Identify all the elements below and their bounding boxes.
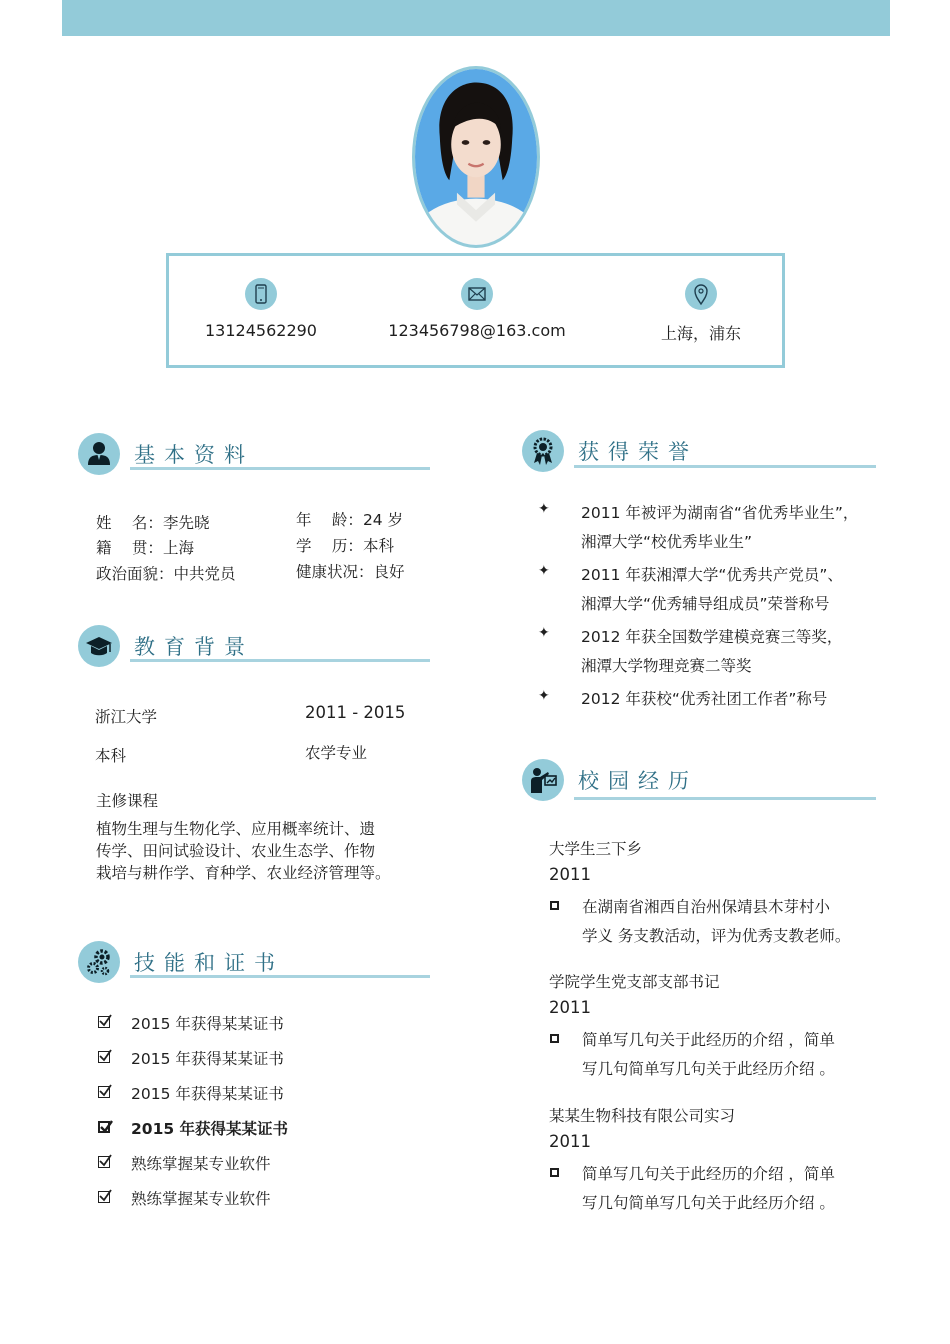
- degree-row: [296, 534, 394, 556]
- location-pin-icon: [685, 278, 717, 310]
- skill-item: 熟练掌握某专业软件: [131, 1190, 271, 1208]
- contact-box: [166, 253, 785, 368]
- honor-line: 湘潭大学物理竞赛二等奖: [581, 657, 752, 675]
- star-bullet-icon: ✦: [538, 688, 550, 704]
- education-major: 农学专业: [305, 744, 368, 762]
- skill-item: 2015 年获得某某证书: [131, 1050, 284, 1068]
- person-icon: [78, 433, 120, 475]
- origin-value: 上海: [162, 539, 194, 557]
- skill-item: 2015 年获得某某证书: [131, 1085, 284, 1103]
- star-bullet-icon: ✦: [538, 625, 550, 641]
- phone-number: 13124562290: [205, 321, 317, 340]
- courses-line: 传学、田问试验设计、农业生态学、作物: [96, 842, 376, 860]
- section-divider: [574, 797, 876, 800]
- school-name: 浙江大学: [95, 708, 158, 726]
- checkbox-icon: [98, 1156, 110, 1168]
- square-bullet-icon: [550, 1168, 559, 1177]
- age-label: 年 龄：: [296, 511, 363, 529]
- section-divider: [130, 659, 430, 662]
- section-title: 教育背景: [134, 635, 254, 659]
- name-label: 姓 名：: [96, 514, 163, 532]
- honor-line: 2012 年获全国数学建模竞赛三等奖，: [581, 628, 843, 646]
- description-line: 写几句简单写几句关于此经历介绍 。: [582, 1194, 835, 1212]
- checkbox-icon: [98, 1051, 110, 1063]
- section-title: 基本资料: [134, 443, 254, 467]
- experience-title: 大学生三下乡: [549, 840, 643, 858]
- checkbox-icon: [98, 1121, 110, 1133]
- honor-item: [581, 685, 881, 714]
- age-row: [296, 508, 403, 530]
- skill-item: 熟练掌握某专业软件: [131, 1155, 271, 1173]
- section-divider: [574, 465, 876, 468]
- honor-item: [581, 561, 881, 619]
- checkbox-icon: [98, 1086, 110, 1098]
- square-bullet-icon: [550, 1034, 559, 1043]
- name-row: [96, 511, 209, 533]
- description-line: 写几句简单写几句关于此经历介绍 。: [582, 1060, 835, 1078]
- envelope-icon: [461, 278, 493, 310]
- school-years: 2011 - 2015: [305, 703, 406, 722]
- medal-icon: [522, 430, 564, 472]
- origin-row: [96, 536, 194, 558]
- description-line: 简单写几句关于此经历的介绍 ，简单: [582, 1165, 835, 1183]
- section-title: 获得荣誉: [578, 440, 698, 464]
- gears-icon: [78, 941, 120, 983]
- skill-item: 2015 年获得某某证书: [131, 1120, 289, 1138]
- checkbox-icon: [98, 1191, 110, 1203]
- presenter-icon: [522, 759, 564, 801]
- courses-text: [96, 818, 426, 884]
- phone-icon: [245, 278, 277, 310]
- education-level: 本科: [95, 747, 127, 765]
- section-campus: [522, 759, 878, 809]
- politics-row: [96, 562, 236, 584]
- name-value: 李先晓: [162, 514, 210, 532]
- honor-item: [581, 623, 881, 681]
- honor-line: 2011 年被评为湖南省“省优秀毕业生”，: [581, 504, 859, 522]
- skill-item: 2015 年获得某某证书: [131, 1015, 284, 1033]
- checkbox-icon: [98, 1016, 110, 1028]
- section-divider: [130, 467, 430, 470]
- email-address: 123456798@163.com: [388, 321, 566, 340]
- experience-year: 2011: [549, 865, 591, 884]
- top-accent-bar: [62, 0, 890, 36]
- star-bullet-icon: ✦: [538, 501, 550, 517]
- origin-label: 籍 贯：: [96, 539, 163, 557]
- experience-title: 学院学生党支部支部书记: [549, 973, 720, 991]
- courses-label: 主修课程: [96, 792, 159, 810]
- health-label: 健康状况：: [296, 563, 374, 581]
- section-title: 校园经历: [578, 769, 698, 793]
- politics-label: 政治面貌：: [96, 565, 174, 583]
- honor-line: 湘潭大学“优秀辅导组成员”荣誉称号: [581, 595, 830, 613]
- courses-line: 植物生理与生物化学、应用概率统计、遗: [96, 820, 376, 838]
- section-skills: [78, 941, 430, 991]
- graduation-cap-icon: [78, 625, 120, 667]
- health-row: [296, 560, 405, 582]
- section-title: 技能和证书: [134, 951, 284, 975]
- degree-label: 学 历：: [296, 537, 363, 555]
- square-bullet-icon: [550, 901, 559, 910]
- experience-description: [582, 893, 882, 951]
- honor-line: 湘潭大学“校优秀毕业生”: [581, 533, 753, 551]
- description-line: 学义 务支教活动，评为优秀支教老师。: [582, 927, 851, 945]
- description-line: 简单写几句关于此经历的介绍 ，简单: [582, 1031, 835, 1049]
- profile-photo: [412, 66, 540, 248]
- section-basic-info: [78, 433, 430, 483]
- experience-description: [582, 1026, 882, 1084]
- location-text: 上海，浦东: [660, 324, 741, 343]
- experience-year: 2011: [549, 1132, 591, 1151]
- star-bullet-icon: ✦: [538, 563, 550, 579]
- health-value: 良好: [373, 563, 405, 581]
- section-education: [78, 625, 430, 675]
- section-honors: [522, 430, 878, 480]
- age-value: 24 岁: [362, 511, 404, 529]
- description-line: 在湖南省湘西自治州保靖县木芽村小: [582, 898, 831, 916]
- honor-item: [581, 499, 881, 557]
- section-divider: [130, 975, 430, 978]
- experience-year: 2011: [549, 998, 591, 1017]
- experience-title: 某某生物科技有限公司实习: [549, 1107, 736, 1125]
- courses-line: 栽培与耕作学、育种学、农业经济管理等。: [96, 864, 391, 882]
- politics-value: 中共党员: [173, 565, 236, 583]
- honor-line: 2012 年获校“优秀社团工作者”称号: [581, 690, 828, 708]
- experience-description: [582, 1160, 882, 1218]
- honor-line: 2011 年获湘潭大学“优秀共产党员”、: [581, 566, 843, 584]
- degree-value: 本科: [362, 537, 394, 555]
